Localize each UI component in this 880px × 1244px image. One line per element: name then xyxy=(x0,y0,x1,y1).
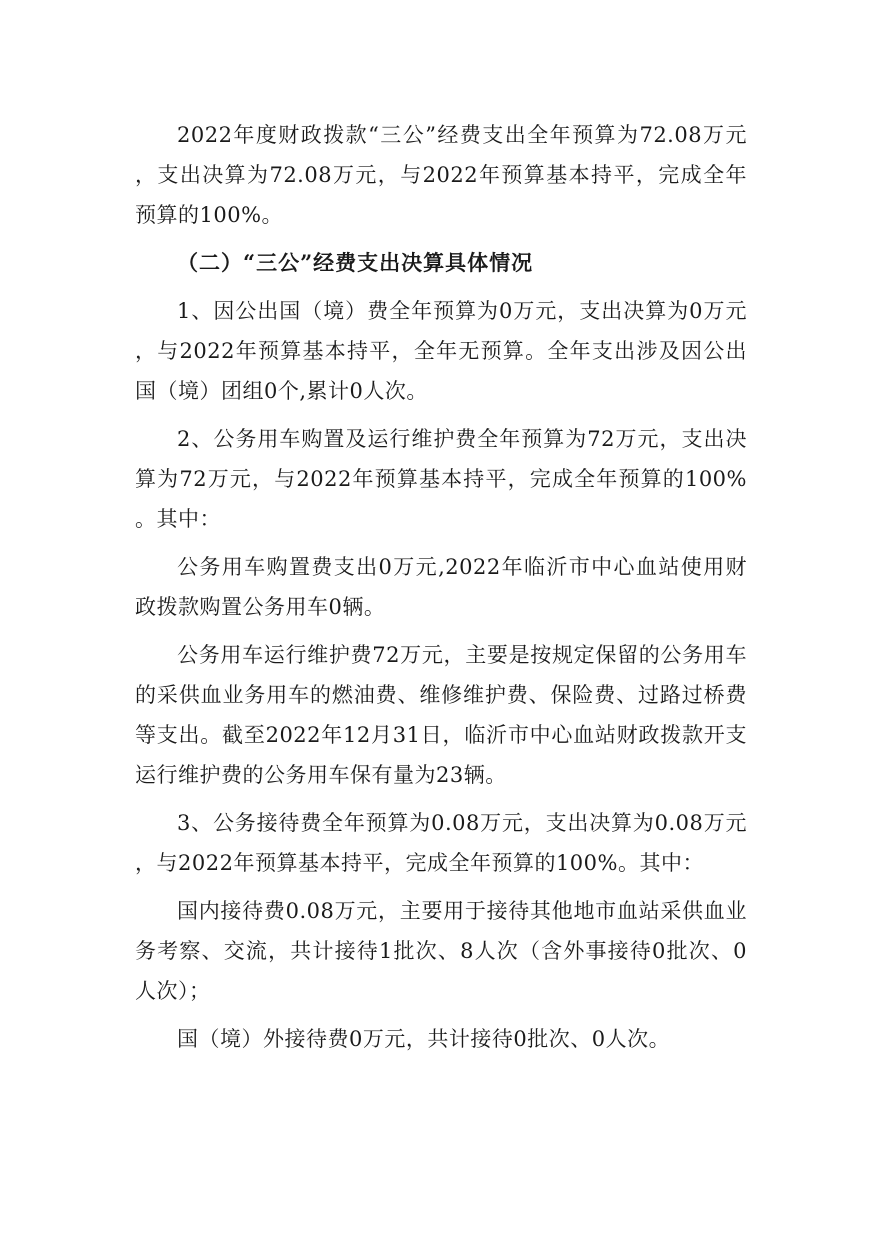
paragraph-domestic-reception: 国内接待费0.08万元，主要用于接待其他地市血站采供血业务考察、交流，共计接待1批次、8人次（含外事接待0批次、0人次）； xyxy=(135,899,747,1003)
paragraph-budget-summary: 2022年度财政拨款“三公”经费支出全年预算为72.08万元，支出决算为72.08万元，与2022年预算基本持平，完成全年预算的100%。 xyxy=(135,123,747,227)
paragraph-foreign-reception: 国（境）外接待费0万元，共计接待0批次、0人次。 xyxy=(177,1027,671,1051)
paragraph-vehicle-purchase: 公务用车购置费支出0万元,2022年临沂市中心血站使用财政拨款购置公务用车0辆。 xyxy=(135,555,747,619)
section-heading: （二）“三公”经费支出决算具体情况 xyxy=(177,250,534,275)
paragraph-vehicle-maintenance: 公务用车运行维护费72万元，主要是按规定保留的公务用车的采供血业务用车的燃油费、维修维护费、保险费、过路过桥费等支出。截至2022年12月31日，临沂市中心血站财政拨款开支运行维护费的公务用车保有量为23辆。 xyxy=(135,643,747,787)
paragraph-reception-expenses: 3、公务接待费全年预算为0.08万元，支出决算为0.08万元，与2022年预算基本持平，完成全年预算的100%。其中： xyxy=(135,811,747,875)
paragraph-overseas-travel: 1、因公出国（境）费全年预算为0万元，支出决算为0万元，与2022年预算基本持平，全年无预算。全年支出涉及因公出国（境）团组0个,累计0人次。 xyxy=(135,299,747,403)
document-body xyxy=(135,115,747,1059)
paragraph-vehicle-expenses: 2、公务用车购置及运行维护费全年预算为72万元，支出决算为72万元，与2022年预算基本持平，完成全年预算的100%。其中： xyxy=(135,427,747,531)
